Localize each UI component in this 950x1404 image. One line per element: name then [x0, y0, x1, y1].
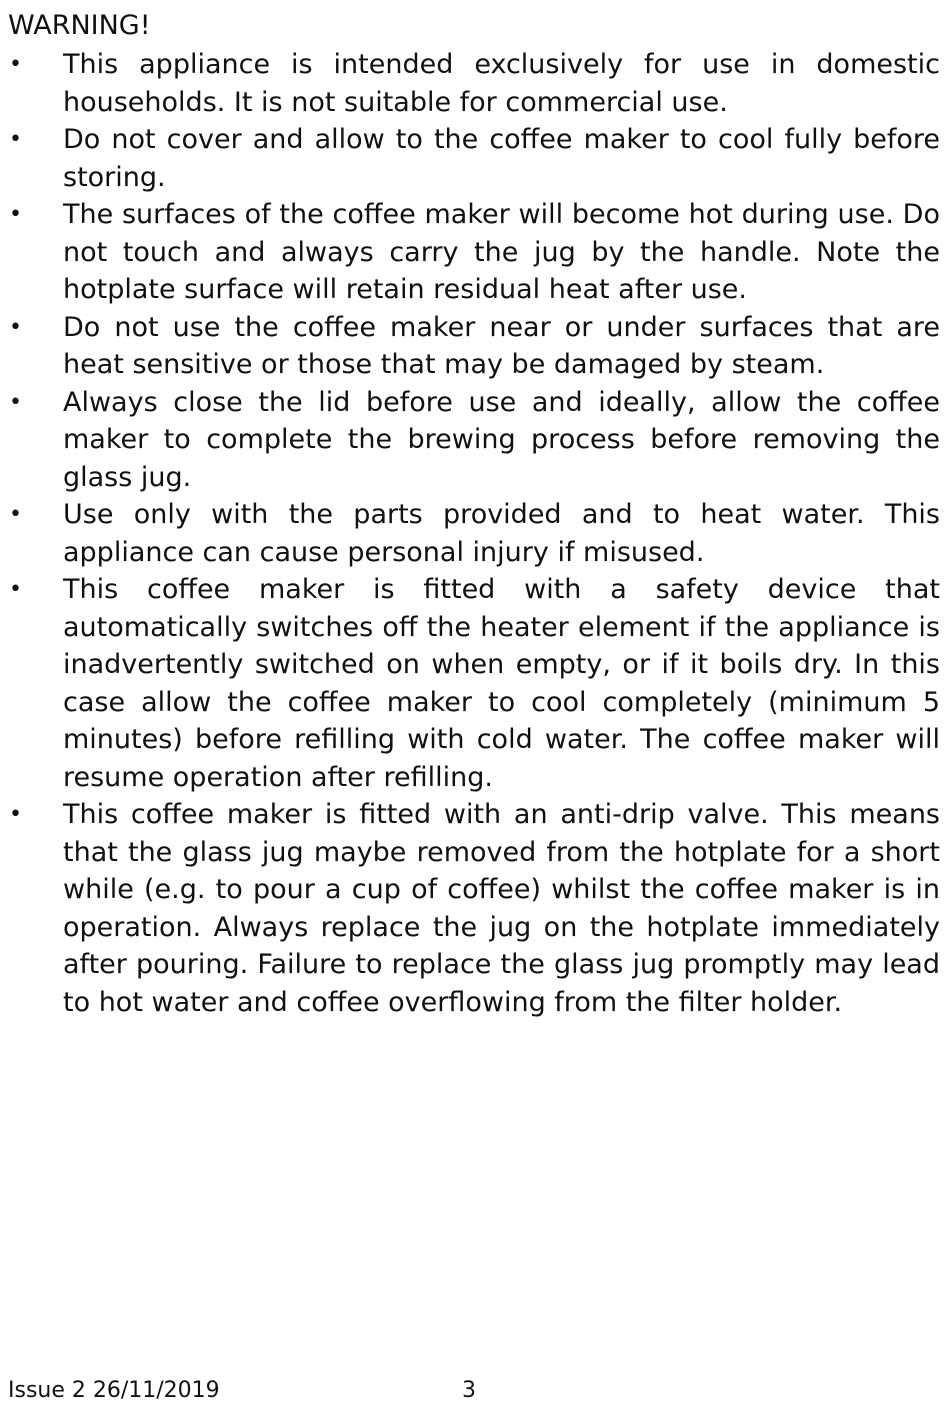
warning-text: This coffee maker is fitted with a safety device that automatically switches off the heater element if the appliance is inadvertently switched on when empty, or if it boils dry. In this case allow the coffee maker to cool completely (minimum 5 minutes) before refilling with cold water. The coffee maker will resume operation after refilling. — [63, 574, 940, 793]
warning-item — [0, 571, 940, 796]
warning-list — [0, 46, 940, 1021]
bullet-icon: • — [9, 389, 22, 415]
bullet-icon: • — [9, 202, 22, 227]
bullet-icon: • — [9, 577, 22, 602]
warning-item — [0, 196, 940, 309]
warning-item — [0, 496, 940, 571]
warning-item — [0, 384, 940, 497]
warning-item — [0, 796, 940, 1021]
footer-page-number: 3 — [462, 1378, 476, 1403]
bullet-icon: • — [9, 127, 22, 152]
warning-text: Do not cover and allow to the coffee maker to cool fully before storing. — [63, 124, 940, 193]
warning-text: Do not use the coffee maker near or under surfaces that are heat sensitive or those that may be damaged by steam. — [63, 311, 940, 380]
bullet-icon: • — [9, 502, 22, 527]
warning-text: This coffee maker is fitted with an anti-drip valve. This means that the glass jug maybe removed from the hotplate for a short while (e.g. to pour a cup of coffee) whilst the coffee maker is in operation. Always replace the jug on the hotplate immediately after pouring. Failure to replace the glass jug promptly may lead to hot water and coffee overflowing from the filter holder. — [63, 799, 940, 1018]
bullet-icon: • — [9, 314, 22, 340]
warning-item — [0, 309, 940, 384]
footer-issue-date: Issue 2 26/11/2019 — [8, 1378, 220, 1403]
warning-text: Always close the lid before use and ideally, allow the coffee maker to complete the brewing process before removing the glass jug. — [63, 386, 940, 493]
bullet-icon: • — [9, 52, 22, 77]
warning-text: This appliance is intended exclusively for use in domestic households. It is not suitable for commercial use. — [63, 49, 940, 118]
warning-text: The surfaces of the coffee maker will become hot during use. Do not touch and always carry the jug by the handle. Note the hotplate surface will retain residual heat after use. — [63, 199, 940, 305]
warning-item — [0, 121, 940, 196]
warning-text: Use only with the parts provided and to heat water. This appliance can cause personal injury if misused. — [63, 499, 940, 568]
bullet-icon: • — [9, 802, 22, 827]
warning-heading: WARNING! — [8, 10, 151, 41]
warning-item — [0, 46, 940, 121]
